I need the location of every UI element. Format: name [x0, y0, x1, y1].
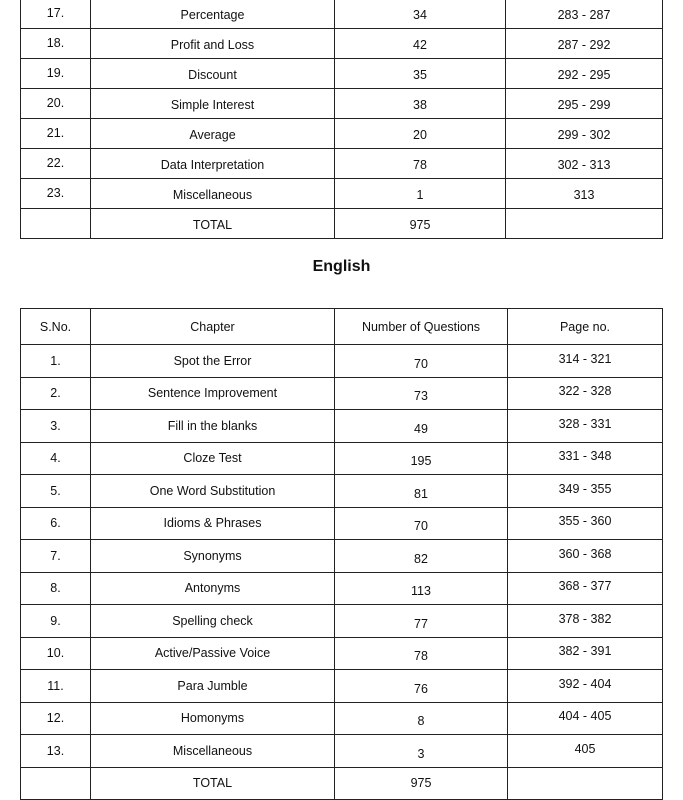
question-count-cell: 78	[335, 149, 506, 179]
serial-number-cell: 9.	[21, 605, 91, 638]
question-count-cell: 70	[335, 507, 508, 540]
chapter-cell: Synonyms	[91, 540, 335, 573]
serial-number-cell: 6.	[21, 507, 91, 540]
table-row	[21, 442, 663, 475]
table-row	[21, 702, 663, 735]
empty-cell	[21, 209, 91, 239]
serial-number-cell: 17.	[21, 0, 91, 29]
empty-cell	[508, 767, 663, 800]
serial-number-cell: 5.	[21, 475, 91, 508]
table-row	[21, 410, 663, 443]
serial-number-cell: 21.	[21, 119, 91, 149]
english-table-body	[21, 345, 663, 800]
serial-number-cell: 20.	[21, 89, 91, 119]
question-count-cell: 81	[335, 475, 508, 508]
chapter-cell: Homonyms	[91, 702, 335, 735]
page-range-cell: 382 - 391	[508, 637, 663, 670]
table-row	[21, 572, 663, 605]
serial-number-cell: 10.	[21, 637, 91, 670]
question-count-cell: 78	[335, 637, 508, 670]
total-questions: 975	[335, 209, 506, 239]
question-count-cell: 42	[335, 29, 506, 59]
chapter-cell: Antonyms	[91, 572, 335, 605]
question-count-cell: 195	[335, 442, 508, 475]
question-count-cell: 70	[335, 345, 508, 378]
total-row	[21, 767, 663, 800]
question-count-cell: 82	[335, 540, 508, 573]
table-row	[21, 345, 663, 378]
question-count-cell: 73	[335, 377, 508, 410]
page-range-cell: 328 - 331	[508, 410, 663, 443]
table-row	[21, 149, 663, 179]
page-range-cell: 404 - 405	[508, 702, 663, 735]
serial-number-cell: 18.	[21, 29, 91, 59]
chapter-cell: Simple Interest	[91, 89, 335, 119]
serial-number-cell: 2.	[21, 377, 91, 410]
serial-number-cell: 1.	[21, 345, 91, 378]
page-range-cell: 302 - 313	[506, 149, 663, 179]
page-range-cell: 405	[508, 735, 663, 768]
serial-number-cell: 8.	[21, 572, 91, 605]
page-range-cell: 355 - 360	[508, 507, 663, 540]
chapter-cell: Para Jumble	[91, 670, 335, 703]
chapter-cell: Fill in the blanks	[91, 410, 335, 443]
table-row	[21, 475, 663, 508]
serial-number-cell: 4.	[21, 442, 91, 475]
table-row	[21, 605, 663, 638]
chapter-cell: Active/Passive Voice	[91, 637, 335, 670]
page-range-cell: 283 - 287	[506, 0, 663, 29]
empty-cell	[506, 209, 663, 239]
english-table-header	[21, 309, 663, 345]
table-row	[21, 735, 663, 768]
page-range-cell: 313	[506, 179, 663, 209]
header-sno: S.No.	[21, 309, 91, 345]
section-title-english: English	[312, 258, 371, 275]
serial-number-cell: 11.	[21, 670, 91, 703]
chapter-cell: Cloze Test	[91, 442, 335, 475]
chapter-cell: Average	[91, 119, 335, 149]
serial-number-cell: 13.	[21, 735, 91, 768]
total-label: TOTAL	[91, 209, 335, 239]
serial-number-cell: 22.	[21, 149, 91, 179]
quant-table-body	[21, 0, 663, 239]
header-row	[21, 309, 663, 345]
page-range-cell: 360 - 368	[508, 540, 663, 573]
total-label: TOTAL	[91, 767, 335, 800]
page-range-cell: 378 - 382	[508, 605, 663, 638]
table-row	[21, 89, 663, 119]
table-row	[21, 637, 663, 670]
page-range-cell: 368 - 377	[508, 572, 663, 605]
chapter-cell: Sentence Improvement	[91, 377, 335, 410]
question-count-cell: 113	[335, 572, 508, 605]
chapter-cell: Miscellaneous	[91, 735, 335, 768]
page-range-cell: 314 - 321	[508, 345, 663, 378]
quant-chapter-table	[20, 0, 663, 239]
chapter-cell: Profit and Loss	[91, 29, 335, 59]
table-row	[21, 59, 663, 89]
question-count-cell: 3	[335, 735, 508, 768]
question-count-cell: 49	[335, 410, 508, 443]
question-count-cell: 34	[335, 0, 506, 29]
table-row	[21, 507, 663, 540]
chapter-cell: Discount	[91, 59, 335, 89]
table-row	[21, 119, 663, 149]
chapter-cell: Spelling check	[91, 605, 335, 638]
serial-number-cell: 7.	[21, 540, 91, 573]
table-row	[21, 29, 663, 59]
serial-number-cell: 3.	[21, 410, 91, 443]
serial-number-cell: 23.	[21, 179, 91, 209]
english-chapter-table	[20, 308, 663, 800]
table-row	[21, 179, 663, 209]
page-range-cell: 295 - 299	[506, 89, 663, 119]
question-count-cell: 20	[335, 119, 506, 149]
table-row	[21, 377, 663, 410]
page-range-cell: 287 - 292	[506, 29, 663, 59]
page-range-cell: 392 - 404	[508, 670, 663, 703]
table-row	[21, 670, 663, 703]
question-count-cell: 1	[335, 179, 506, 209]
page-range-cell: 331 - 348	[508, 442, 663, 475]
table-row	[21, 540, 663, 573]
table-row	[21, 0, 663, 29]
question-count-cell: 38	[335, 89, 506, 119]
empty-cell	[21, 767, 91, 800]
header-questions: Number of Questions	[335, 309, 508, 345]
page-range-cell: 299 - 302	[506, 119, 663, 149]
chapter-cell: Idioms & Phrases	[91, 507, 335, 540]
question-count-cell: 8	[335, 702, 508, 735]
chapter-cell: Spot the Error	[91, 345, 335, 378]
serial-number-cell: 19.	[21, 59, 91, 89]
header-chapter: Chapter	[91, 309, 335, 345]
page-range-cell: 292 - 295	[506, 59, 663, 89]
question-count-cell: 76	[335, 670, 508, 703]
page-range-cell: 349 - 355	[508, 475, 663, 508]
question-count-cell: 77	[335, 605, 508, 638]
chapter-cell: Percentage	[91, 0, 335, 29]
total-questions: 975	[335, 767, 508, 800]
chapter-cell: Miscellaneous	[91, 179, 335, 209]
page-range-cell: 322 - 328	[508, 377, 663, 410]
total-row	[21, 209, 663, 239]
chapter-cell: One Word Substitution	[91, 475, 335, 508]
header-pages: Page no.	[508, 309, 663, 345]
chapter-cell: Data Interpretation	[91, 149, 335, 179]
serial-number-cell: 12.	[21, 702, 91, 735]
question-count-cell: 35	[335, 59, 506, 89]
